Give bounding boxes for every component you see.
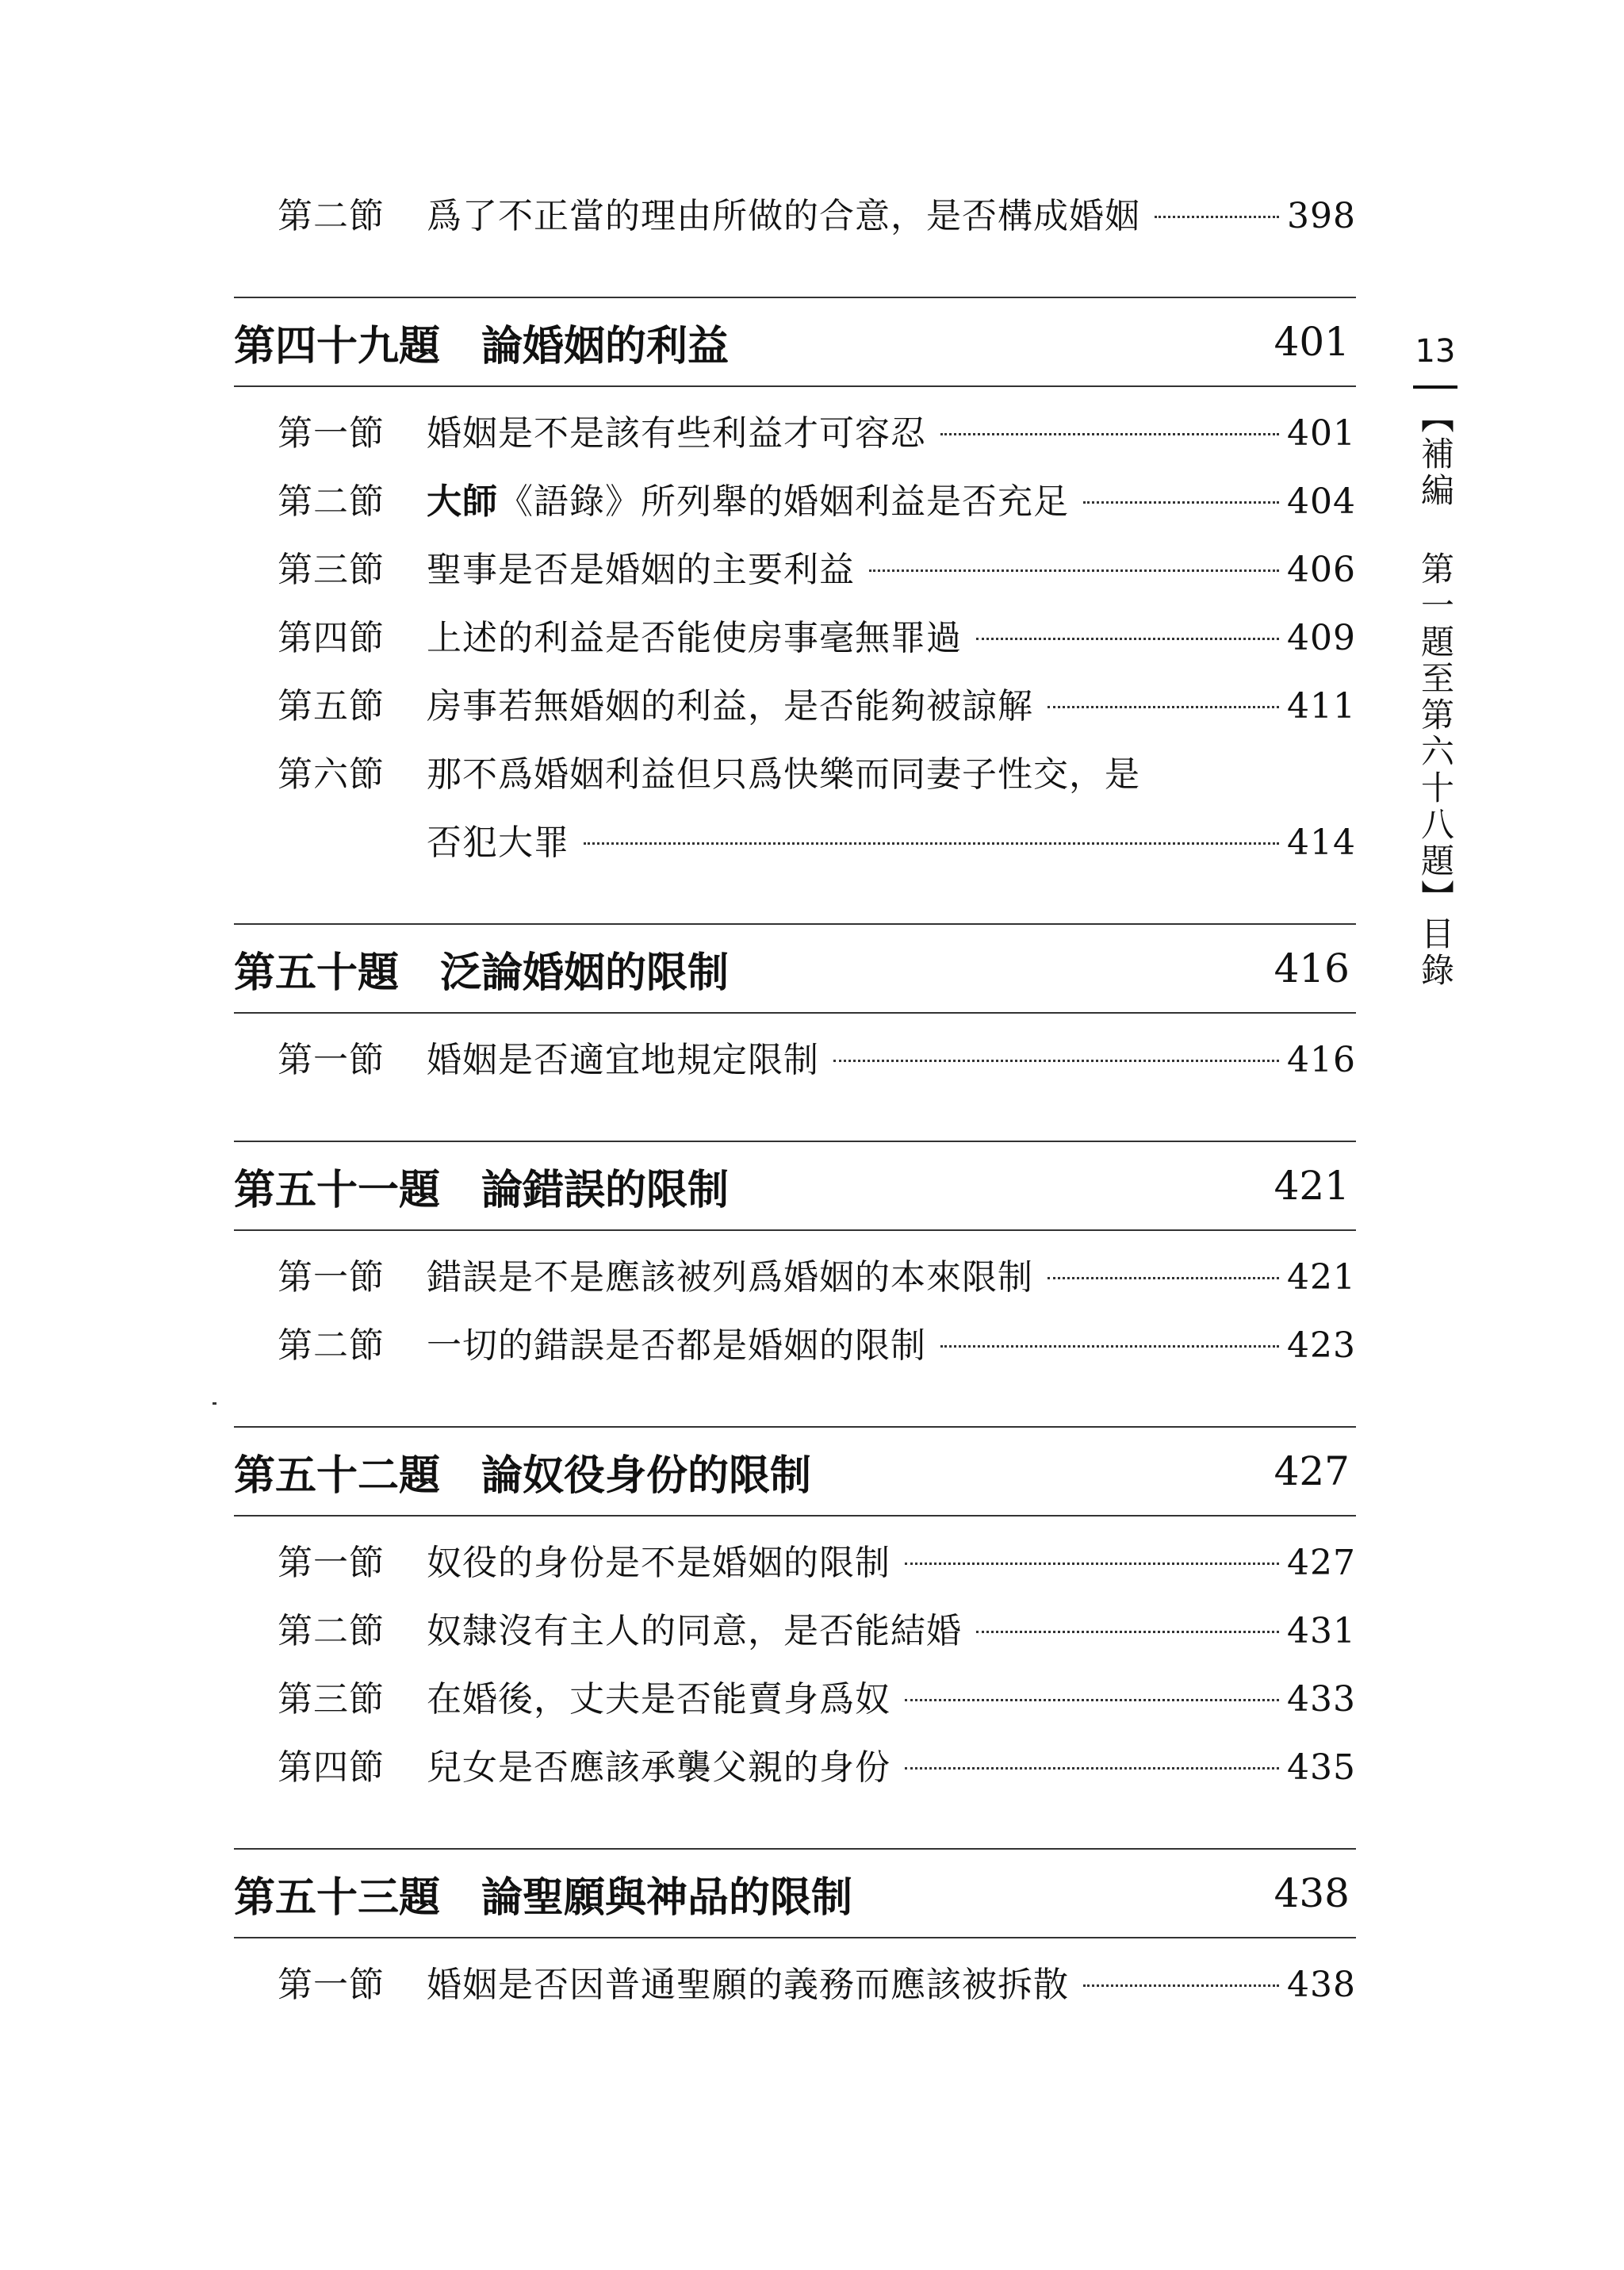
dot-leader (1083, 501, 1279, 504)
running-title: 【補編 第一題至第六十八題】目錄 (1416, 400, 1455, 989)
section-title: 錯誤是不是應該被列爲婚姻的本來限制 (427, 1257, 1033, 1298)
page-reference: 398 (1287, 196, 1356, 236)
toc-entry (234, 604, 1356, 673)
section-number: 第三節 (278, 1679, 385, 1720)
page-reference: 421 (1287, 1257, 1356, 1298)
page-reference: 433 (1287, 1679, 1356, 1720)
page-reference: 401 (1287, 413, 1356, 454)
page-reference: 416 (1287, 1040, 1356, 1080)
question-title: 第五十題 泛論婚姻的限制 (234, 948, 730, 997)
section-title: 上述的利益是否能使房事毫無罪過 (427, 618, 962, 658)
toc-entry (234, 468, 1356, 536)
section-title: 爲了不正當的理由所做的合意，是否構成婚姻 (427, 196, 1140, 236)
section-number: 第二節 (278, 196, 385, 236)
toc-entry (234, 536, 1356, 604)
side-rule (1413, 385, 1457, 389)
question-title: 第五十三題 論聖願與神品的限制 (234, 1873, 853, 1922)
question-page: 438 (1274, 1870, 1350, 1916)
dot-leader (976, 1631, 1279, 1633)
question-title: 第五十二題 論奴役身份的限制 (234, 1451, 812, 1500)
question-title: 第四十九題 論婚姻的利益 (234, 321, 730, 370)
section-number: 第一節 (278, 1965, 385, 2005)
page-reference: 404 (1287, 481, 1356, 522)
toc-entry (234, 1244, 1356, 1312)
dot-leader (905, 1563, 1279, 1565)
section-title: 一切的錯誤是否都是婚姻的限制 (427, 1325, 926, 1366)
section-number: 第四節 (278, 618, 385, 658)
question-heading (234, 297, 1356, 387)
section-title (427, 468, 1069, 536)
dot-leader (833, 1060, 1279, 1062)
toc-entry (234, 1312, 1356, 1380)
section-number: 第一節 (278, 1543, 385, 1583)
page-number: 13 (1415, 333, 1456, 370)
section-number: 第四節 (278, 1747, 385, 1788)
toc-entry (234, 1666, 1356, 1734)
page-reference: 427 (1287, 1543, 1356, 1583)
dot-leader (940, 433, 1279, 435)
section-title: 兒女是否應該承襲父親的身份 (427, 1747, 891, 1788)
section-number: 第一節 (278, 1040, 385, 1080)
section-title: 婚姻是否因普通聖願的義務而應該被拆散 (427, 1965, 1069, 2005)
section-title: 房事若無婚姻的利益，是否能夠被諒解 (427, 686, 1033, 727)
dot-leader (1048, 706, 1279, 708)
question-heading (234, 1426, 1356, 1517)
question-page: 401 (1274, 319, 1350, 365)
section-number: 第三節 (278, 550, 385, 590)
dot-leader (1048, 1277, 1279, 1279)
dot-leader (905, 1767, 1279, 1770)
page-reference: 414 (1287, 822, 1356, 863)
page-reference: 435 (1287, 1747, 1356, 1788)
section-title: 婚姻是否適宜地規定限制 (427, 1040, 819, 1080)
toc-entry (234, 1597, 1356, 1666)
section-title-rest: 《語錄》所列舉的婚姻利益是否充足 (498, 481, 1069, 522)
dot-leader (940, 1345, 1279, 1348)
dot-leader (976, 638, 1279, 640)
dot-leader (1083, 1984, 1279, 1987)
dot-leader (1155, 216, 1279, 218)
toc-entry (234, 1026, 1356, 1095)
section-title: 奴役的身份是不是婚姻的限制 (427, 1543, 891, 1583)
toc-entry-continuation (234, 809, 1356, 877)
dot-leader (584, 842, 1279, 845)
toc-entry (234, 673, 1356, 741)
question-heading (234, 1848, 1356, 1938)
page-reference: 411 (1287, 686, 1356, 727)
section-number: 第六節 (278, 754, 385, 795)
section-number: 第二節 (278, 481, 385, 522)
table-of-contents (234, 182, 1356, 2019)
section-title: 婚姻是不是該有些利益才可容忍 (427, 413, 926, 454)
section-title-bold: 大師 (427, 481, 498, 522)
toc-entry (234, 1529, 1356, 1597)
question-page: 416 (1274, 945, 1350, 991)
section-number: 第一節 (278, 1257, 385, 1298)
toc-entry (234, 741, 1356, 809)
section-number: 第五節 (278, 686, 385, 727)
section-number: 第一節 (278, 413, 385, 454)
side-running-header (1408, 333, 1463, 989)
question-heading (234, 1141, 1356, 1231)
section-title-line1: 那不爲婚姻利益但只爲快樂而同妻子性交，是 (427, 754, 1140, 795)
question-title: 第五十一題 論錯誤的限制 (234, 1165, 730, 1214)
dot-leader (905, 1699, 1279, 1701)
toc-entry (234, 400, 1356, 468)
toc-entry (234, 182, 1356, 251)
page-reference: 423 (1287, 1325, 1356, 1366)
toc-entry (234, 1734, 1356, 1802)
print-speck (213, 1402, 216, 1405)
page-reference: 409 (1287, 618, 1356, 658)
question-heading (234, 923, 1356, 1014)
section-title-line2: 否犯大罪 (427, 822, 569, 863)
section-number: 第二節 (278, 1325, 385, 1366)
question-page: 427 (1274, 1448, 1350, 1494)
question-page: 421 (1274, 1163, 1350, 1209)
section-title: 聖事是否是婚姻的主要利益 (427, 550, 855, 590)
page-reference: 438 (1287, 1965, 1356, 2005)
dot-leader (869, 569, 1279, 572)
section-number: 第二節 (278, 1611, 385, 1651)
page-reference: 406 (1287, 550, 1356, 590)
page-reference: 431 (1287, 1611, 1356, 1651)
toc-entry (234, 1951, 1356, 2019)
section-title: 在婚後，丈夫是否能賣身爲奴 (427, 1679, 891, 1720)
section-title: 奴隸沒有主人的同意，是否能結婚 (427, 1611, 962, 1651)
